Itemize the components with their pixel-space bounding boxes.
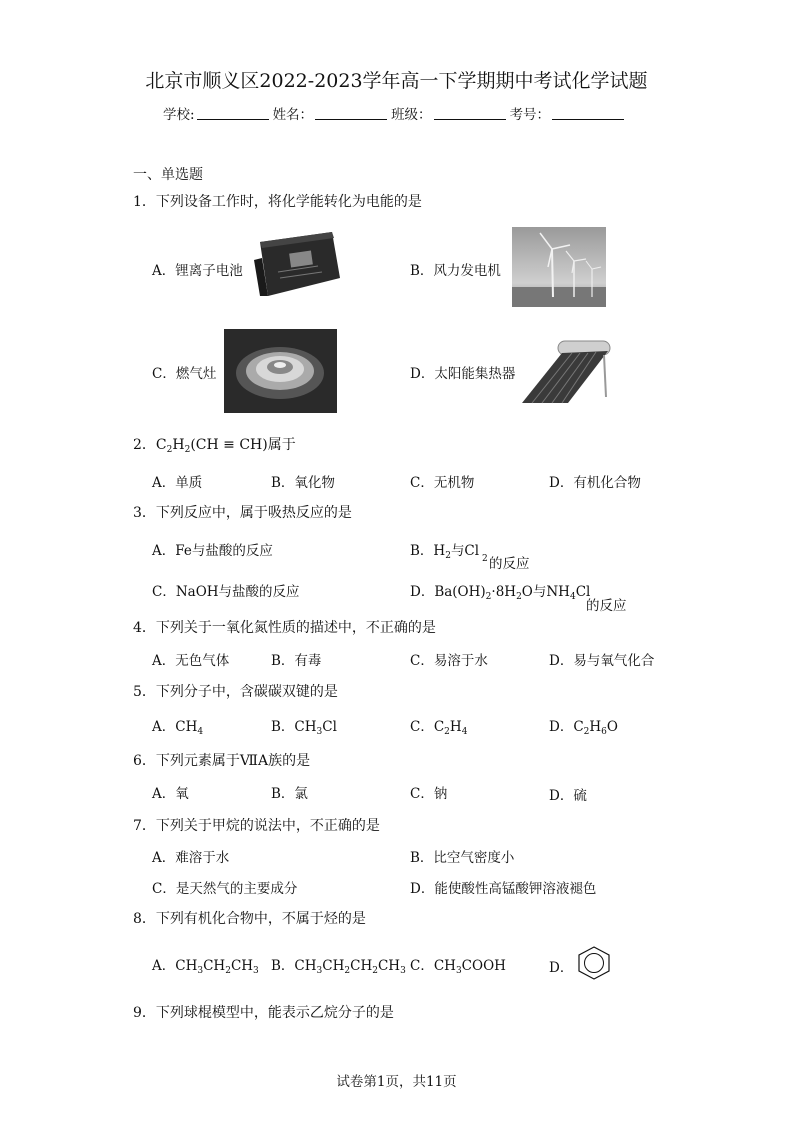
class-label: 班级：	[391, 107, 432, 123]
q8-option-c[interactable]: C．$CH_3COOH$	[410, 958, 506, 976]
q1-option-d[interactable]: D．太阳能集热器	[410, 366, 516, 382]
q2-option-b[interactable]: B．氧化物	[271, 475, 335, 491]
q6-option-a[interactable]: A．氧	[152, 786, 189, 802]
lithium-battery-image	[248, 230, 342, 300]
q6-stem: 6．下列元素属于ⅦA族的是	[133, 753, 311, 769]
name-label: 姓名：	[272, 107, 314, 123]
q5-option-c[interactable]: C．$C_2H_4$	[410, 719, 468, 737]
page-title: 北京市顺义区2022-2023学年高一下学期期中考试化学试题	[145, 70, 648, 92]
page-footer: 试卷第1页，共11页	[336, 1074, 457, 1090]
q1-stem: 1．下列设备工作时，将化学能转化为电能的是	[133, 194, 422, 210]
section-heading: 一、单选题	[133, 167, 203, 183]
class-blank[interactable]	[434, 118, 506, 120]
q6-option-c[interactable]: C．钠	[410, 786, 448, 802]
q3-option-d[interactable]: D．$Ba(OH)_2\cdot 8H_2O$与$NH_4Cl$	[410, 584, 591, 602]
q4-stem: 4．下列关于一氧化氮性质的描述中，不正确的是	[133, 620, 436, 636]
q1-option-b[interactable]: B．风力发电机	[410, 263, 501, 279]
q5-stem: 5．下列分子中，含碳碳双键的是	[133, 684, 338, 700]
q3-stem: 3．下列反应中，属于吸热反应的是	[133, 505, 352, 521]
exam-number-label: 考号：	[509, 107, 551, 123]
q2-stem: 2．$C_2H_2(CH \equiv CH)$属于	[133, 437, 296, 455]
q8-option-b[interactable]: B．$CH_3CH_2CH_2CH_3$	[271, 958, 406, 976]
q7-option-d[interactable]: D．能使酸性高锰酸钾溶液褪色	[410, 881, 597, 897]
school-label: 学校:	[163, 107, 195, 123]
q2-option-c[interactable]: C．无机物	[410, 475, 475, 491]
q5-option-d[interactable]: D．$C_2H_6O$	[549, 719, 618, 737]
q8-option-d[interactable]: D．	[549, 960, 574, 976]
q3-option-a[interactable]: A．Fe与盐酸的反应	[152, 543, 273, 559]
benzene-ring-icon	[576, 944, 612, 982]
q7-option-a[interactable]: A．难溶于水	[152, 850, 230, 866]
q3-option-c[interactable]: C．NaOH与盐酸的反应	[152, 584, 300, 600]
solar-collector-image	[518, 337, 613, 407]
name-blank[interactable]	[315, 118, 387, 120]
q8-stem: 8．下列有机化合物中，不属于烃的是	[133, 911, 366, 927]
q6-option-d[interactable]: D．硫	[549, 788, 587, 804]
q8-option-a[interactable]: A．$CH_3CH_2CH_3$	[152, 958, 259, 976]
q4-option-d[interactable]: D．易与氧气化合	[549, 653, 655, 669]
q7-option-c[interactable]: C．是天然气的主要成分	[152, 881, 298, 897]
q3-option-d-tail: 的反应	[586, 598, 627, 614]
q3-option-b[interactable]: B．$H_2$与Cl	[410, 543, 480, 561]
wind-turbine-image	[512, 227, 606, 307]
q4-option-a[interactable]: A．无色气体	[152, 653, 230, 669]
school-blank[interactable]	[197, 118, 269, 120]
student-info-line	[163, 103, 628, 123]
q5-option-b[interactable]: B．$CH_3Cl$	[271, 719, 337, 737]
q4-option-c[interactable]: C．易溶于水	[410, 653, 488, 669]
q4-option-b[interactable]: B．有毒	[271, 653, 322, 669]
q2-option-d[interactable]: D．有机化合物	[549, 475, 641, 491]
exam-number-blank[interactable]	[552, 118, 624, 120]
q5-option-a[interactable]: A．$CH_4$	[152, 719, 204, 737]
q9-stem: 9．下列球棍模型中，能表示乙烷分子的是	[133, 1005, 394, 1021]
q7-stem: 7．下列关于甲烷的说法中，不正确的是	[133, 818, 380, 834]
q6-option-b[interactable]: B．氯	[271, 786, 308, 802]
q1-option-a[interactable]: A．锂离子电池	[152, 263, 243, 279]
q7-option-b[interactable]: B．比空气密度小	[410, 850, 515, 866]
q3-option-b-sub: 2	[482, 554, 488, 564]
q3-option-b-tail: 的反应	[489, 556, 530, 572]
q2-option-a[interactable]: A．单质	[152, 475, 203, 491]
gas-stove-image	[224, 329, 337, 413]
q1-option-c[interactable]: C．燃气灶	[152, 366, 217, 382]
